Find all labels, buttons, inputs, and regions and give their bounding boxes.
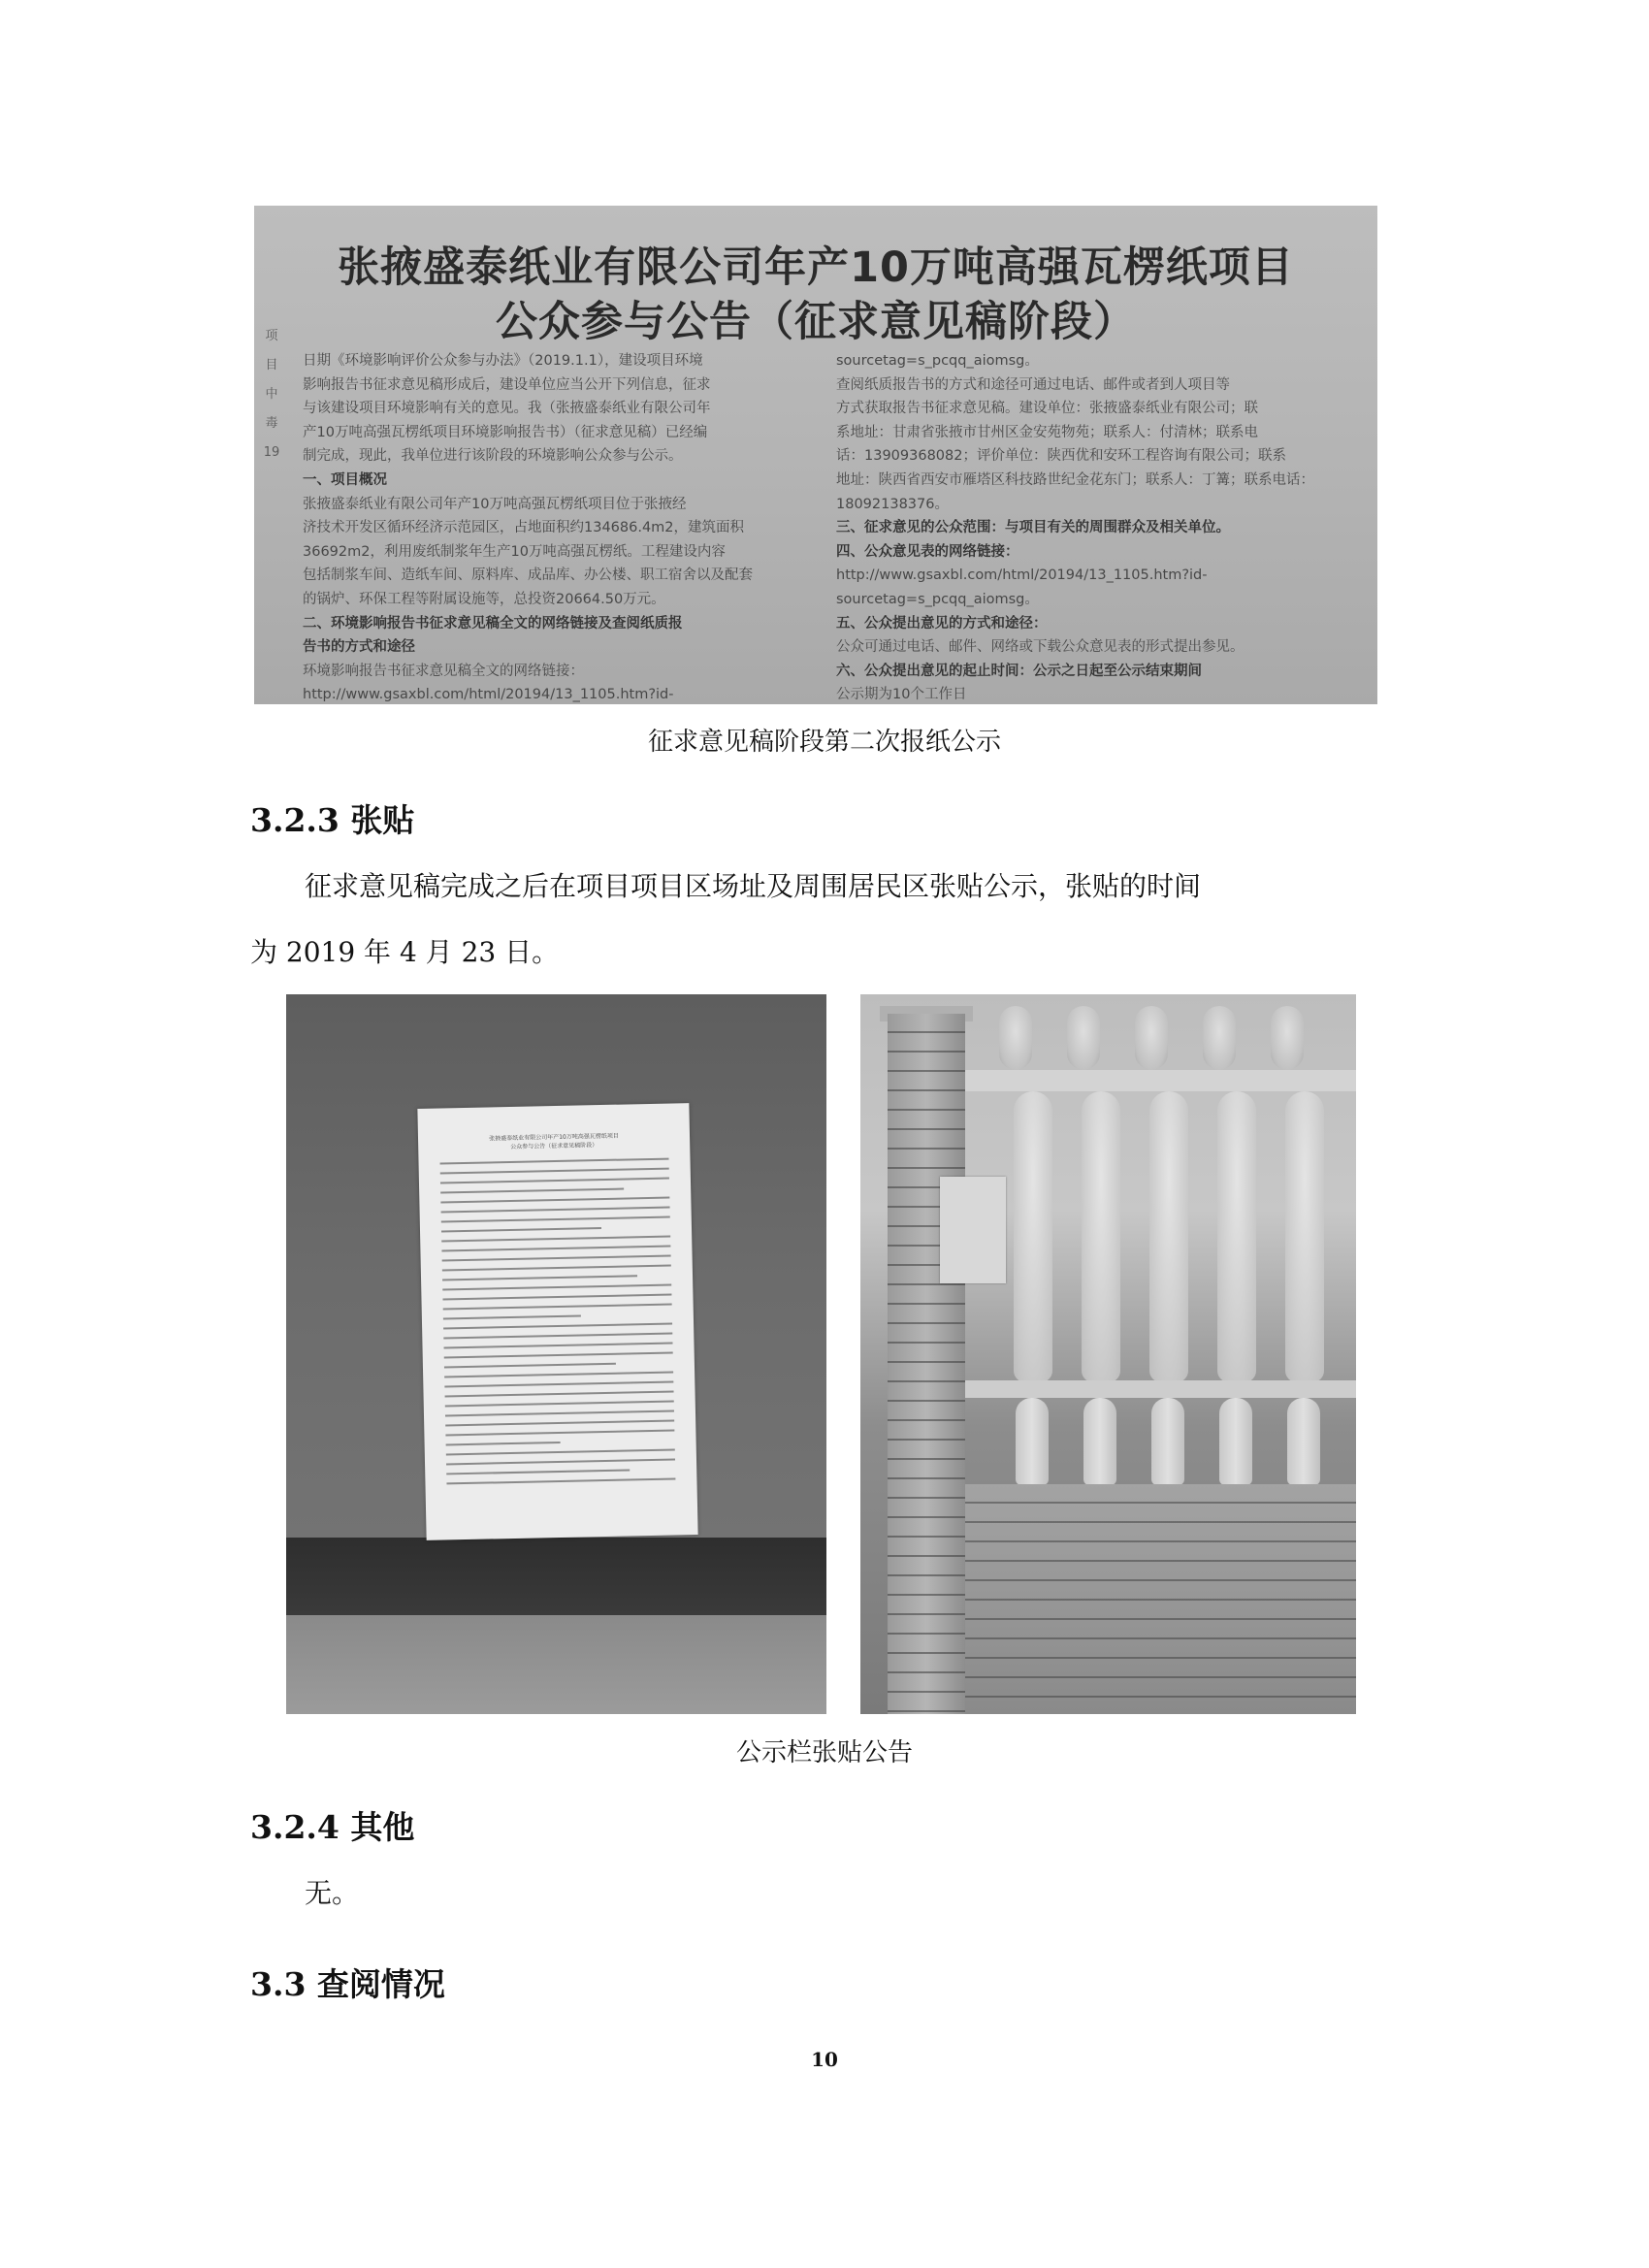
newspaper-margin-text <box>260 322 283 468</box>
fence-finial <box>999 1006 1032 1070</box>
newspaper-right-column <box>836 349 1345 704</box>
np-right-heading: 四、公众意见表的网络链接： <box>836 543 1019 560</box>
fence-top-rail <box>965 1070 1356 1091</box>
fence-baluster <box>1217 1091 1256 1382</box>
newspaper-left-column <box>303 349 812 704</box>
np-left-line: 济技术开发区循环经济示范园区，占地面积约134686.4m2，建筑面积 <box>303 520 745 536</box>
figure1-caption: 征求意见稿阶段第二次报纸公示 <box>647 728 1001 757</box>
np-left-line: 产10万吨高强瓦楞纸项目环境影响报告书）（征求意见稿）已经编 <box>303 424 708 440</box>
brick-lower-wall <box>965 1484 1356 1714</box>
np-left-heading: 二、环境影响报告书征求意见稿全文的网络链接及查阅纸质报 <box>303 615 683 632</box>
np-right-heading: 五、公众提出意见的方式和途径： <box>836 615 1048 632</box>
section-33-heading: 3.3 查阅情况 <box>250 1965 445 2003</box>
margin-char: 中 <box>265 387 278 402</box>
section-323-line1: 征求意见稿完成之后在项目项目区场址及周围居民区张贴公示，张贴的时间 <box>305 870 1202 902</box>
newspaper-title-line1: 张掖盛泰纸业有限公司年产10万吨高强瓦楞纸项目 <box>338 243 1294 292</box>
brick-pillar <box>888 1014 965 1714</box>
ground <box>286 1615 826 1714</box>
np-right-line: sourcetag=s_pcqq_aiomsg。 <box>836 591 1039 607</box>
np-right-line: 公示期为10个工作日 <box>836 687 967 703</box>
np-left-line: 制完成，现此，我单位进行该阶段的环境影响公众参与公示。 <box>303 448 683 465</box>
fence-finial <box>1203 1006 1236 1070</box>
np-right-line: http://www.gsaxbl.com/html/20194/13_1105.htm?id- <box>836 567 1208 584</box>
fence-baluster <box>1082 1091 1120 1382</box>
np-right-line: 公众可通过电话、邮件、网络或下载公众意见表的形式提出参见。 <box>836 639 1245 656</box>
fence-baluster <box>1285 1091 1324 1382</box>
newspaper-clipping <box>254 206 1377 704</box>
fence-baluster <box>1149 1091 1188 1382</box>
fence-baluster-lower <box>1219 1398 1252 1485</box>
posted-notice-title <box>437 1131 670 1153</box>
margin-char: 19 <box>263 445 280 460</box>
posted-notice-title-line2: 公众参与公告（征求意见稿阶段） <box>510 1142 598 1150</box>
pillar-posted-notice <box>940 1177 1006 1283</box>
np-right-heading: 六、公众提出意见的起止时间：公示之日起至公示结束期间 <box>836 663 1202 679</box>
newspaper-title-line2: 公众参与公告（征求意见稿阶段） <box>496 298 1136 346</box>
fence-baluster-lower <box>1016 1398 1049 1485</box>
fence-baluster <box>1014 1091 1052 1382</box>
np-left-line: 36692m2，利用废纸制浆年生产10万吨高强瓦楞纸。工程建设内容 <box>303 543 726 560</box>
np-left-line: 张掖盛泰纸业有限公司年产10万吨高强瓦楞纸项目位于张掖经 <box>303 496 687 512</box>
section-323-paragraph <box>250 854 1385 920</box>
np-right-line: 查阅纸质报告书的方式和途径可通过电话、邮件或者到人项目等 <box>836 376 1230 393</box>
np-right-line: 地址：陕西省西安市雁塔区科技路世纪金花东门；联系人：丁篝；联系电话： <box>836 471 1314 488</box>
fence-mid-rail <box>965 1380 1356 1398</box>
fence-finial <box>1135 1006 1168 1070</box>
posted-notice <box>417 1103 697 1540</box>
np-left-line: 影响报告书征求意见稿形成后，建设单位应当公开下列信息，征求 <box>303 376 711 393</box>
np-right-line: 18092138376。 <box>836 496 949 512</box>
np-left-line: 包括制浆车间、造纸车间、原料库、成品库、办公楼、职工宿舍以及配套 <box>303 567 753 584</box>
newspaper-body <box>303 349 1350 703</box>
np-left-line: 日期《环境影响评价公众参与办法》（2019.1.1），建设项目环境 <box>303 353 703 369</box>
margin-char: 毒 <box>265 416 278 431</box>
np-left-heading: 告书的方式和途径 <box>303 639 415 656</box>
posted-notice-text-lines <box>440 1158 676 1493</box>
fence-baluster-lower <box>1151 1398 1184 1485</box>
posted-notice-title-line1: 张掖盛泰纸业有限公司年产10万吨高强瓦楞纸项目 <box>489 1132 619 1143</box>
fence-baluster-lower <box>1083 1398 1116 1485</box>
np-right-line: sourcetag=s_pcqq_aiomsg。 <box>836 353 1039 369</box>
np-left-line: 与该建设项目环境影响有关的意见。我（张掖盛泰纸业有限公司年 <box>303 401 711 417</box>
margin-char: 目 <box>265 358 278 373</box>
fence-baluster-lower <box>1287 1398 1320 1485</box>
np-right-heading: 三、征求意见的公众范围：与项目有关的周围群众及相关单位。 <box>836 520 1230 536</box>
np-right-line: 话：13909368082；评价单位：陕西优和安环工程咨询有限公司；联系 <box>836 448 1286 465</box>
section-324-paragraph: 无。 <box>305 1877 360 1909</box>
fence-finial <box>1271 1006 1304 1070</box>
fence-notice-photo <box>860 994 1356 1714</box>
section-323-paragraph-cont <box>250 920 1385 986</box>
np-left-line: 的锅炉、环保工程等附属设施等，总投资20664.50万元。 <box>303 591 665 607</box>
np-left-line: 环境影响报告书征求意见稿全文的网络链接： <box>303 663 584 679</box>
np-right-line: 方式获取报告书征求意见稿。建设单位：张掖盛泰纸业有限公司；联 <box>836 401 1258 417</box>
wall-ledge <box>286 1538 826 1615</box>
np-left-heading: 一、项目概况 <box>303 471 387 488</box>
np-right-line: 系地址：甘肃省张掖市甘州区金安苑物苑；联系人：付清林；联系电 <box>836 424 1258 440</box>
figure2-caption: 公示栏张贴公告 <box>735 1738 913 1767</box>
np-left-line: http://www.gsaxbl.com/html/20194/13_1105.htm?id- <box>303 687 674 703</box>
notice-wall-photo <box>286 994 826 1714</box>
section-323-line2: 为 2019 年 4 月 23 日。 <box>250 936 560 968</box>
section-324-heading: 3.2.4 其他 <box>250 1808 415 1846</box>
margin-char: 项 <box>265 329 278 343</box>
fence-finial <box>1067 1006 1100 1070</box>
section-323-heading: 3.2.3 张贴 <box>250 801 415 839</box>
page-number: 10 <box>811 2048 838 2071</box>
